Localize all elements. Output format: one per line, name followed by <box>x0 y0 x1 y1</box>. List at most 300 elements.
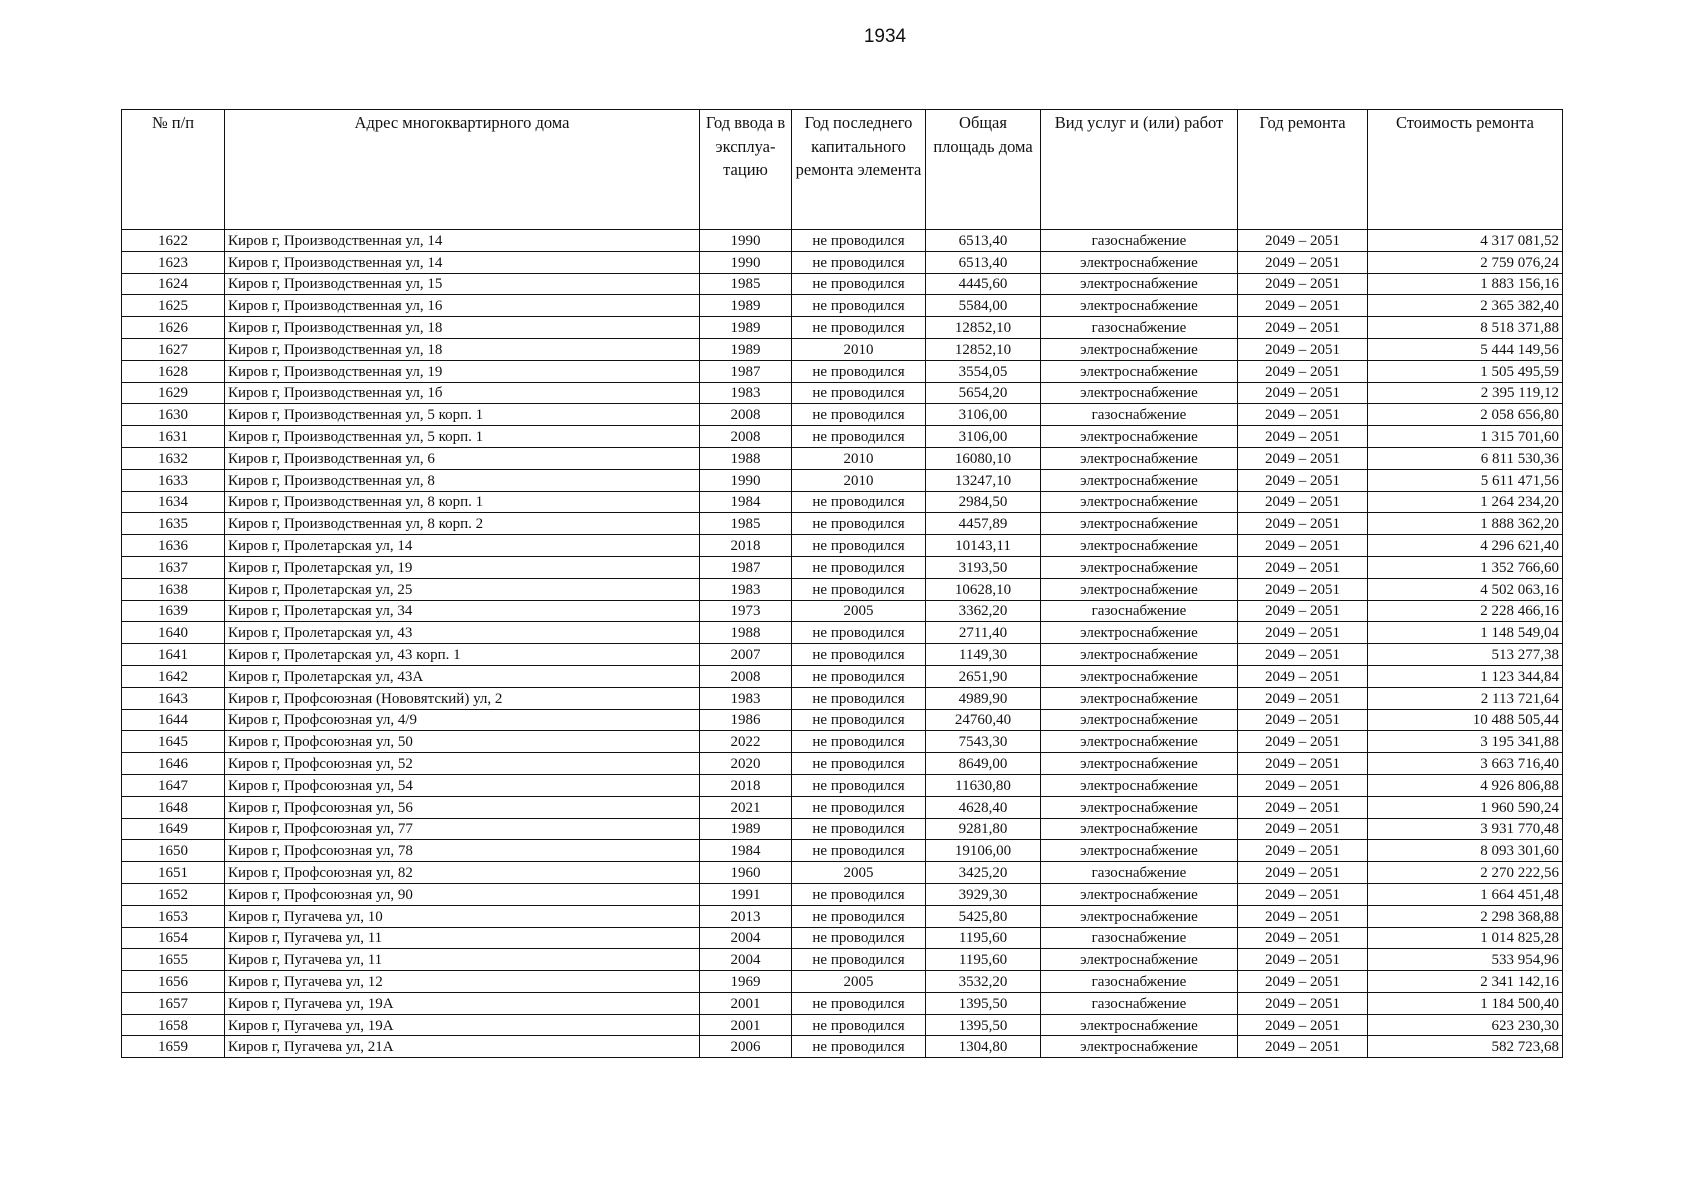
cell-address: Киров г, Производственная ул, 8 <box>225 469 700 491</box>
cell-year-built: 2008 <box>700 426 792 448</box>
cell-service: электроснабжение <box>1041 949 1238 971</box>
header-area: Общая площадь дома <box>926 110 1041 230</box>
cell-year-built: 1983 <box>700 382 792 404</box>
cell-num: 1624 <box>122 273 225 295</box>
cell-address: Киров г, Пугачева ул, 11 <box>225 949 700 971</box>
header-service: Вид услуг и (или) работ <box>1041 110 1238 230</box>
table-row <box>122 753 1563 775</box>
cell-last-repair: не проводился <box>792 251 926 273</box>
cell-year-built: 2020 <box>700 753 792 775</box>
table-row <box>122 469 1563 491</box>
cell-area: 4989,90 <box>926 687 1041 709</box>
cell-service: электроснабжение <box>1041 840 1238 862</box>
cell-year-built: 1991 <box>700 883 792 905</box>
cell-service: электроснабжение <box>1041 426 1238 448</box>
cell-repair-years: 2049 – 2051 <box>1238 491 1368 513</box>
cell-num: 1640 <box>122 622 225 644</box>
table-body <box>122 230 1563 1058</box>
cell-num: 1638 <box>122 578 225 600</box>
cell-num: 1653 <box>122 905 225 927</box>
cell-area: 3106,00 <box>926 404 1041 426</box>
cell-address: Киров г, Пугачева ул, 19А <box>225 992 700 1014</box>
cell-num: 1655 <box>122 949 225 971</box>
cell-address: Киров г, Профсоюзная ул, 90 <box>225 883 700 905</box>
cell-cost: 4 926 806,88 <box>1368 774 1563 796</box>
cell-address: Киров г, Профсоюзная (Нововятский) ул, 2 <box>225 687 700 709</box>
cell-area: 2711,40 <box>926 622 1041 644</box>
cell-service: электроснабжение <box>1041 295 1238 317</box>
cell-service: газоснабжение <box>1041 600 1238 622</box>
cell-address: Киров г, Производственная ул, 5 корп. 1 <box>225 404 700 426</box>
cell-year-built: 1960 <box>700 862 792 884</box>
cell-last-repair: не проводился <box>792 382 926 404</box>
cell-address: Киров г, Профсоюзная ул, 4/9 <box>225 709 700 731</box>
cell-last-repair: не проводился <box>792 905 926 927</box>
cell-cost: 1 352 766,60 <box>1368 556 1563 578</box>
cell-last-repair: не проводился <box>792 622 926 644</box>
cell-repair-years: 2049 – 2051 <box>1238 753 1368 775</box>
table-row <box>122 556 1563 578</box>
cell-address: Киров г, Пугачева ул, 21А <box>225 1036 700 1058</box>
cell-num: 1627 <box>122 338 225 360</box>
cell-num: 1634 <box>122 491 225 513</box>
cell-last-repair: не проводился <box>792 513 926 535</box>
cell-last-repair: не проводился <box>792 317 926 339</box>
cell-cost: 10 488 505,44 <box>1368 709 1563 731</box>
cell-num: 1646 <box>122 753 225 775</box>
cell-repair-years: 2049 – 2051 <box>1238 883 1368 905</box>
cell-year-built: 1988 <box>700 447 792 469</box>
cell-service: электроснабжение <box>1041 513 1238 535</box>
cell-cost: 2 298 368,88 <box>1368 905 1563 927</box>
cell-last-repair: не проводился <box>792 709 926 731</box>
cell-address: Киров г, Производственная ул, 5 корп. 1 <box>225 426 700 448</box>
cell-service: электроснабжение <box>1041 731 1238 753</box>
cell-repair-years: 2049 – 2051 <box>1238 774 1368 796</box>
cell-address: Киров г, Профсоюзная ул, 56 <box>225 796 700 818</box>
cell-area: 1304,80 <box>926 1036 1041 1058</box>
cell-area: 1149,30 <box>926 644 1041 666</box>
cell-area: 3554,05 <box>926 360 1041 382</box>
cell-year-built: 1986 <box>700 709 792 731</box>
cell-cost: 2 058 656,80 <box>1368 404 1563 426</box>
cell-service: электроснабжение <box>1041 1036 1238 1058</box>
cell-area: 6513,40 <box>926 230 1041 252</box>
cell-last-repair: не проводился <box>792 992 926 1014</box>
cell-year-built: 2007 <box>700 644 792 666</box>
page-number: 1934 <box>863 26 907 47</box>
cell-num: 1633 <box>122 469 225 491</box>
cell-cost: 1 960 590,24 <box>1368 796 1563 818</box>
header-repair-years: Год ремонта <box>1238 110 1368 230</box>
cell-cost: 2 365 382,40 <box>1368 295 1563 317</box>
cell-year-built: 2008 <box>700 404 792 426</box>
cell-repair-years: 2049 – 2051 <box>1238 687 1368 709</box>
cell-last-repair: не проводился <box>792 883 926 905</box>
cell-area: 4445,60 <box>926 273 1041 295</box>
cell-cost: 2 270 222,56 <box>1368 862 1563 884</box>
cell-service: электроснабжение <box>1041 622 1238 644</box>
cell-year-built: 1985 <box>700 273 792 295</box>
table-row <box>122 796 1563 818</box>
cell-num: 1625 <box>122 295 225 317</box>
cell-last-repair: не проводился <box>792 578 926 600</box>
cell-repair-years: 2049 – 2051 <box>1238 927 1368 949</box>
cell-service: газоснабжение <box>1041 927 1238 949</box>
table-row <box>122 513 1563 535</box>
cell-year-built: 1989 <box>700 818 792 840</box>
cell-address: Киров г, Пугачева ул, 11 <box>225 927 700 949</box>
cell-cost: 4 296 621,40 <box>1368 535 1563 557</box>
cell-repair-years: 2049 – 2051 <box>1238 469 1368 491</box>
cell-area: 1395,50 <box>926 992 1041 1014</box>
cell-cost: 582 723,68 <box>1368 1036 1563 1058</box>
cell-num: 1643 <box>122 687 225 709</box>
cell-area: 2984,50 <box>926 491 1041 513</box>
cell-area: 3362,20 <box>926 600 1041 622</box>
cell-repair-years: 2049 – 2051 <box>1238 578 1368 600</box>
header-last-repair: Год последнего капитального ремонта элемента <box>792 110 926 230</box>
table-header <box>122 110 1563 230</box>
cell-area: 3929,30 <box>926 883 1041 905</box>
cell-address: Киров г, Производственная ул, 14 <box>225 230 700 252</box>
cell-area: 1195,60 <box>926 927 1041 949</box>
cell-area: 16080,10 <box>926 447 1041 469</box>
cell-address: Киров г, Профсоюзная ул, 52 <box>225 753 700 775</box>
table-row <box>122 251 1563 273</box>
cell-year-built: 1989 <box>700 317 792 339</box>
cell-last-repair: не проводился <box>792 840 926 862</box>
cell-address: Киров г, Производственная ул, 14 <box>225 251 700 273</box>
cell-area: 1395,50 <box>926 1014 1041 1036</box>
cell-last-repair: не проводился <box>792 360 926 382</box>
cell-year-built: 1984 <box>700 491 792 513</box>
cell-repair-years: 2049 – 2051 <box>1238 665 1368 687</box>
table-row <box>122 273 1563 295</box>
cell-repair-years: 2049 – 2051 <box>1238 535 1368 557</box>
cell-year-built: 2001 <box>700 992 792 1014</box>
cell-repair-years: 2049 – 2051 <box>1238 600 1368 622</box>
cell-last-repair: не проводился <box>792 753 926 775</box>
cell-area: 3106,00 <box>926 426 1041 448</box>
cell-repair-years: 2049 – 2051 <box>1238 404 1368 426</box>
cell-address: Киров г, Профсоюзная ул, 78 <box>225 840 700 862</box>
cell-num: 1629 <box>122 382 225 404</box>
cell-address: Киров г, Производственная ул, 18 <box>225 338 700 360</box>
cell-service: электроснабжение <box>1041 753 1238 775</box>
cell-repair-years: 2049 – 2051 <box>1238 992 1368 1014</box>
cell-address: Киров г, Производственная ул, 19 <box>225 360 700 382</box>
cell-num: 1637 <box>122 556 225 578</box>
cell-area: 2651,90 <box>926 665 1041 687</box>
cell-service: газоснабжение <box>1041 230 1238 252</box>
cell-cost: 1 148 549,04 <box>1368 622 1563 644</box>
cell-area: 3425,20 <box>926 862 1041 884</box>
cell-last-repair: не проводился <box>792 535 926 557</box>
cell-address: Киров г, Пролетарская ул, 34 <box>225 600 700 622</box>
cell-repair-years: 2049 – 2051 <box>1238 622 1368 644</box>
cell-service: электроснабжение <box>1041 469 1238 491</box>
cell-service: электроснабжение <box>1041 883 1238 905</box>
cell-repair-years: 2049 – 2051 <box>1238 251 1368 273</box>
cell-cost: 533 954,96 <box>1368 949 1563 971</box>
cell-service: электроснабжение <box>1041 491 1238 513</box>
cell-area: 3532,20 <box>926 971 1041 993</box>
cell-service: электроснабжение <box>1041 338 1238 360</box>
table-row <box>122 818 1563 840</box>
cell-repair-years: 2049 – 2051 <box>1238 949 1368 971</box>
cell-last-repair: 2005 <box>792 862 926 884</box>
table-row <box>122 338 1563 360</box>
cell-repair-years: 2049 – 2051 <box>1238 862 1368 884</box>
cell-repair-years: 2049 – 2051 <box>1238 796 1368 818</box>
cell-address: Киров г, Профсоюзная ул, 50 <box>225 731 700 753</box>
table-row <box>122 622 1563 644</box>
header-year-built: Год ввода в эксплуа-тацию <box>700 110 792 230</box>
cell-cost: 2 228 466,16 <box>1368 600 1563 622</box>
cell-num: 1622 <box>122 230 225 252</box>
table-row <box>122 230 1563 252</box>
cell-address: Киров г, Профсоюзная ул, 54 <box>225 774 700 796</box>
cell-service: электроснабжение <box>1041 251 1238 273</box>
header-cost: Стоимость ремонта <box>1368 110 1563 230</box>
cell-num: 1659 <box>122 1036 225 1058</box>
cell-last-repair: не проводился <box>792 273 926 295</box>
cell-year-built: 2001 <box>700 1014 792 1036</box>
cell-cost: 623 230,30 <box>1368 1014 1563 1036</box>
cell-repair-years: 2049 – 2051 <box>1238 840 1368 862</box>
cell-address: Киров г, Пролетарская ул, 43А <box>225 665 700 687</box>
cell-address: Киров г, Производственная ул, 1б <box>225 382 700 404</box>
cell-num: 1649 <box>122 818 225 840</box>
cell-year-built: 2018 <box>700 535 792 557</box>
cell-address: Киров г, Производственная ул, 18 <box>225 317 700 339</box>
header-num: № п/п <box>122 110 225 230</box>
cell-cost: 513 277,38 <box>1368 644 1563 666</box>
cell-last-repair: 2005 <box>792 971 926 993</box>
cell-last-repair: не проводился <box>792 1014 926 1036</box>
cell-service: газоснабжение <box>1041 317 1238 339</box>
cell-address: Киров г, Пугачева ул, 10 <box>225 905 700 927</box>
cell-cost: 1 184 500,40 <box>1368 992 1563 1014</box>
cell-last-repair: не проводился <box>792 927 926 949</box>
cell-cost: 3 663 716,40 <box>1368 753 1563 775</box>
cell-num: 1641 <box>122 644 225 666</box>
cell-num: 1631 <box>122 426 225 448</box>
cell-service: газоснабжение <box>1041 971 1238 993</box>
cell-last-repair: не проводился <box>792 295 926 317</box>
cell-num: 1623 <box>122 251 225 273</box>
table-row <box>122 317 1563 339</box>
cell-year-built: 1983 <box>700 687 792 709</box>
cell-repair-years: 2049 – 2051 <box>1238 971 1368 993</box>
cell-service: электроснабжение <box>1041 687 1238 709</box>
cell-last-repair: не проводился <box>792 665 926 687</box>
cell-num: 1647 <box>122 774 225 796</box>
cell-address: Киров г, Пролетарская ул, 25 <box>225 578 700 600</box>
cell-last-repair: не проводился <box>792 404 926 426</box>
table-row <box>122 1036 1563 1058</box>
cell-service: электроснабжение <box>1041 796 1238 818</box>
cell-num: 1642 <box>122 665 225 687</box>
cell-cost: 5 611 471,56 <box>1368 469 1563 491</box>
cell-service: электроснабжение <box>1041 818 1238 840</box>
cell-cost: 1 264 234,20 <box>1368 491 1563 513</box>
cell-address: Киров г, Производственная ул, 16 <box>225 295 700 317</box>
cell-area: 3193,50 <box>926 556 1041 578</box>
cell-cost: 1 505 495,59 <box>1368 360 1563 382</box>
cell-num: 1654 <box>122 927 225 949</box>
cell-last-repair: не проводился <box>792 556 926 578</box>
cell-year-built: 1990 <box>700 251 792 273</box>
cell-address: Киров г, Производственная ул, 15 <box>225 273 700 295</box>
cell-num: 1652 <box>122 883 225 905</box>
cell-address: Киров г, Производственная ул, 8 корп. 1 <box>225 491 700 513</box>
table-row <box>122 295 1563 317</box>
cell-address: Киров г, Профсоюзная ул, 82 <box>225 862 700 884</box>
cell-year-built: 2021 <box>700 796 792 818</box>
cell-repair-years: 2049 – 2051 <box>1238 1014 1368 1036</box>
cell-num: 1628 <box>122 360 225 382</box>
cell-repair-years: 2049 – 2051 <box>1238 382 1368 404</box>
cell-address: Киров г, Производственная ул, 8 корп. 2 <box>225 513 700 535</box>
repair-register-table <box>121 109 1563 1058</box>
cell-repair-years: 2049 – 2051 <box>1238 230 1368 252</box>
cell-last-repair: не проводился <box>792 818 926 840</box>
cell-year-built: 1987 <box>700 556 792 578</box>
cell-repair-years: 2049 – 2051 <box>1238 731 1368 753</box>
cell-year-built: 1984 <box>700 840 792 862</box>
cell-repair-years: 2049 – 2051 <box>1238 644 1368 666</box>
cell-service: газоснабжение <box>1041 404 1238 426</box>
cell-service: электроснабжение <box>1041 905 1238 927</box>
cell-area: 6513,40 <box>926 251 1041 273</box>
cell-area: 8649,00 <box>926 753 1041 775</box>
header-address: Адрес многоквартирного дома <box>225 110 700 230</box>
cell-cost: 6 811 530,36 <box>1368 447 1563 469</box>
table-row <box>122 883 1563 905</box>
cell-cost: 1 883 156,16 <box>1368 273 1563 295</box>
cell-address: Киров г, Пугачева ул, 19А <box>225 1014 700 1036</box>
cell-num: 1636 <box>122 535 225 557</box>
cell-service: электроснабжение <box>1041 447 1238 469</box>
table-row <box>122 709 1563 731</box>
cell-area: 24760,40 <box>926 709 1041 731</box>
cell-num: 1626 <box>122 317 225 339</box>
table-row <box>122 644 1563 666</box>
cell-service: электроснабжение <box>1041 1014 1238 1036</box>
table-row <box>122 949 1563 971</box>
table-row <box>122 1014 1563 1036</box>
cell-repair-years: 2049 – 2051 <box>1238 360 1368 382</box>
cell-cost: 1 664 451,48 <box>1368 883 1563 905</box>
cell-repair-years: 2049 – 2051 <box>1238 338 1368 360</box>
table-row <box>122 905 1563 927</box>
cell-area: 5654,20 <box>926 382 1041 404</box>
cell-num: 1658 <box>122 1014 225 1036</box>
cell-cost: 4 502 063,16 <box>1368 578 1563 600</box>
cell-year-built: 2008 <box>700 665 792 687</box>
table-row <box>122 404 1563 426</box>
cell-area: 13247,10 <box>926 469 1041 491</box>
cell-num: 1639 <box>122 600 225 622</box>
cell-year-built: 2018 <box>700 774 792 796</box>
table-row <box>122 491 1563 513</box>
table-row <box>122 992 1563 1014</box>
cell-last-repair: не проводился <box>792 796 926 818</box>
cell-area: 7543,30 <box>926 731 1041 753</box>
cell-address: Киров г, Пугачева ул, 12 <box>225 971 700 993</box>
cell-last-repair: не проводился <box>792 230 926 252</box>
cell-repair-years: 2049 – 2051 <box>1238 818 1368 840</box>
cell-last-repair: не проводился <box>792 491 926 513</box>
cell-area: 12852,10 <box>926 317 1041 339</box>
cell-repair-years: 2049 – 2051 <box>1238 556 1368 578</box>
cell-cost: 2 395 119,12 <box>1368 382 1563 404</box>
table-row <box>122 687 1563 709</box>
table-row <box>122 731 1563 753</box>
cell-service: электроснабжение <box>1041 644 1238 666</box>
cell-cost: 1 123 344,84 <box>1368 665 1563 687</box>
cell-year-built: 1989 <box>700 338 792 360</box>
table-row <box>122 774 1563 796</box>
cell-num: 1635 <box>122 513 225 535</box>
cell-last-repair: не проводился <box>792 949 926 971</box>
table-row <box>122 971 1563 993</box>
cell-cost: 8 093 301,60 <box>1368 840 1563 862</box>
cell-last-repair: не проводился <box>792 687 926 709</box>
cell-area: 10143,11 <box>926 535 1041 557</box>
cell-year-built: 1987 <box>700 360 792 382</box>
cell-cost: 2 341 142,16 <box>1368 971 1563 993</box>
cell-service: электроснабжение <box>1041 665 1238 687</box>
cell-address: Киров г, Пролетарская ул, 14 <box>225 535 700 557</box>
cell-year-built: 2004 <box>700 949 792 971</box>
cell-year-built: 1969 <box>700 971 792 993</box>
cell-service: газоснабжение <box>1041 862 1238 884</box>
cell-num: 1645 <box>122 731 225 753</box>
cell-year-built: 1983 <box>700 578 792 600</box>
cell-area: 4628,40 <box>926 796 1041 818</box>
cell-area: 4457,89 <box>926 513 1041 535</box>
cell-service: электроснабжение <box>1041 774 1238 796</box>
cell-year-built: 1989 <box>700 295 792 317</box>
cell-cost: 3 931 770,48 <box>1368 818 1563 840</box>
cell-area: 10628,10 <box>926 578 1041 600</box>
cell-repair-years: 2049 – 2051 <box>1238 317 1368 339</box>
cell-num: 1657 <box>122 992 225 1014</box>
cell-num: 1630 <box>122 404 225 426</box>
cell-year-built: 1990 <box>700 469 792 491</box>
cell-service: электроснабжение <box>1041 535 1238 557</box>
cell-area: 9281,80 <box>926 818 1041 840</box>
cell-year-built: 1973 <box>700 600 792 622</box>
cell-cost: 2 759 076,24 <box>1368 251 1563 273</box>
table-row <box>122 578 1563 600</box>
table-row <box>122 426 1563 448</box>
cell-cost: 1 315 701,60 <box>1368 426 1563 448</box>
cell-address: Киров г, Пролетарская ул, 43 корп. 1 <box>225 644 700 666</box>
table-row <box>122 840 1563 862</box>
cell-service: электроснабжение <box>1041 556 1238 578</box>
cell-last-repair: 2010 <box>792 447 926 469</box>
cell-cost: 3 195 341,88 <box>1368 731 1563 753</box>
cell-last-repair: 2010 <box>792 469 926 491</box>
cell-num: 1656 <box>122 971 225 993</box>
cell-year-built: 2004 <box>700 927 792 949</box>
cell-service: электроснабжение <box>1041 382 1238 404</box>
cell-num: 1651 <box>122 862 225 884</box>
